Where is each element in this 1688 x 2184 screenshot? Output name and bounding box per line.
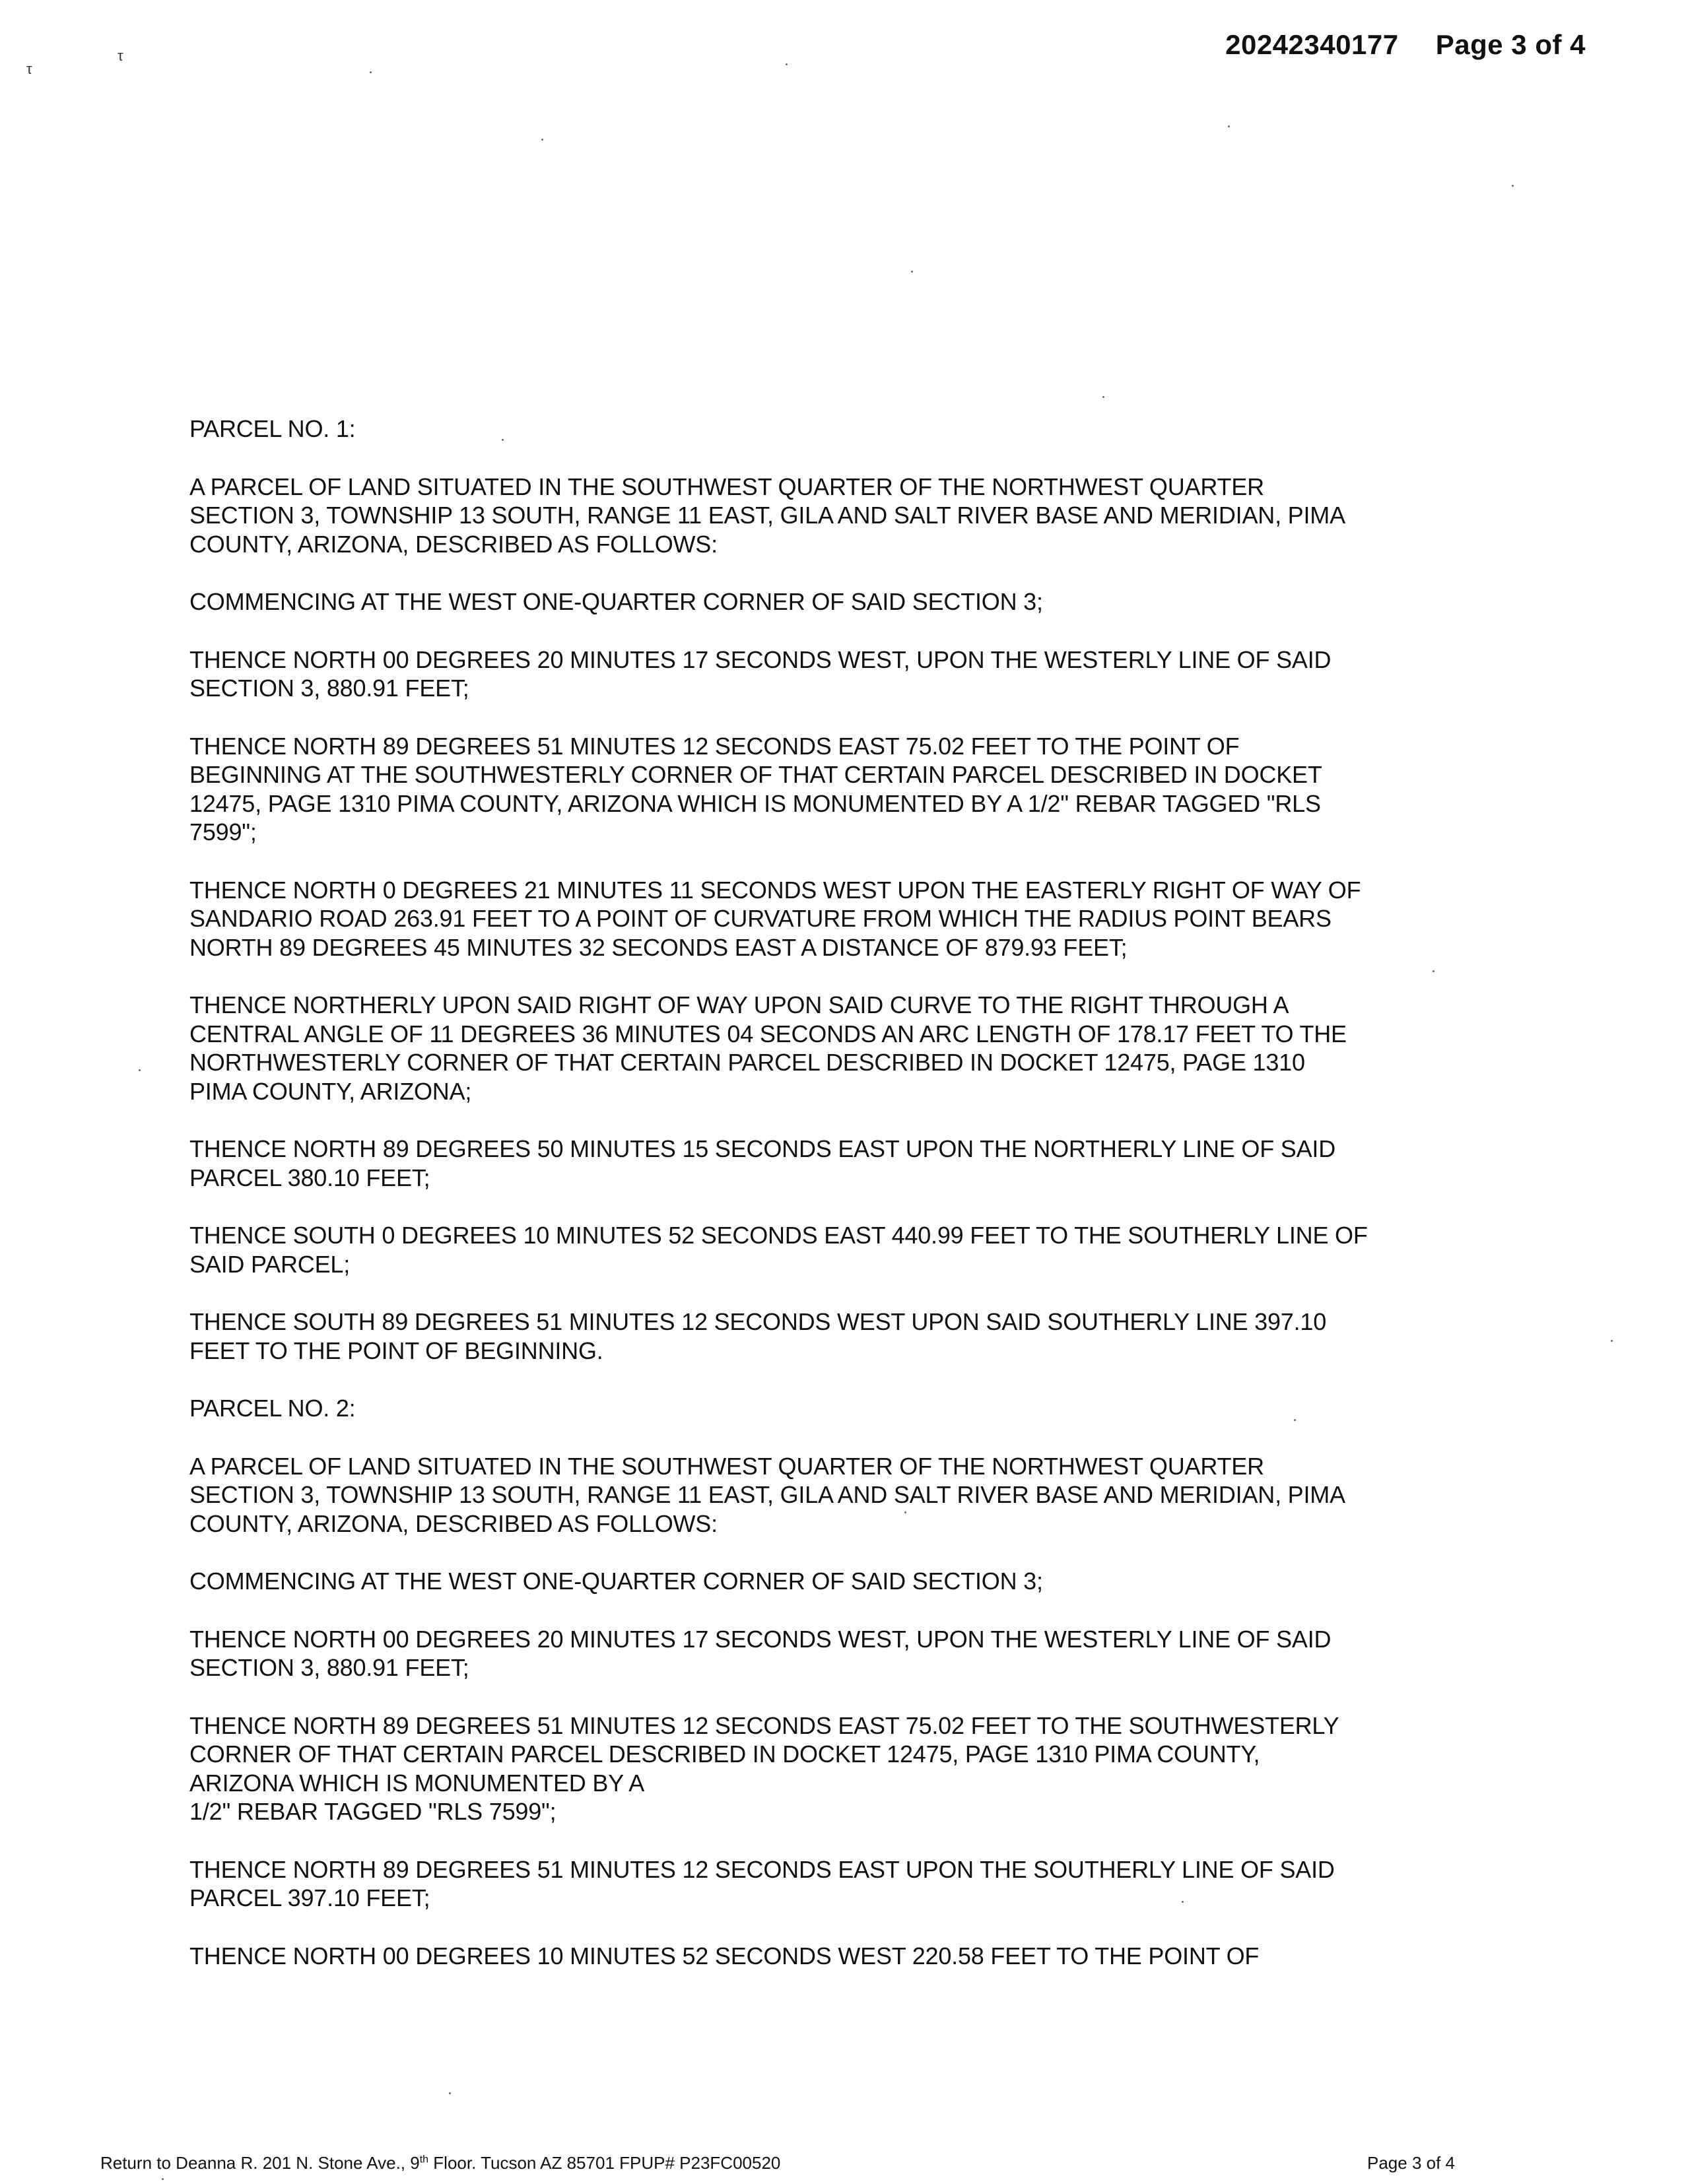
header-page-label: Page 3 of 4 <box>1435 29 1586 60</box>
legal-paragraph: COMMENCING AT THE WEST ONE-QUARTER CORNER OF SAID SECTION 3; <box>189 588 1043 615</box>
scan-speck <box>370 71 372 73</box>
legal-paragraph: THENCE NORTH 00 DEGREES 20 MINUTES 17 SECONDS WEST, UPON THE WESTERLY LINE OF SAID SECTION 3, 880.91 FEET; <box>189 1625 1332 1681</box>
legal-paragraph: THENCE NORTH 89 DEGREES 51 MINUTES 12 SECONDS EAST 75.02 FEET TO THE POINT OF BEGINNING AT THE SOUTHWESTERLY CORNER OF THAT CERTAIN PARCEL DESCRIBED IN DOCKET 12475, PAGE 1310 PIMA COUNTY, ARIZONA WHICH IS MONUMENTED BY A 1/2" REBAR TAGGED "RLS 7599"; <box>189 732 1322 845</box>
legal-paragraph: THENCE NORTH 0 DEGREES 21 MINUTES 11 SECONDS WEST UPON THE EASTERLY RIGHT OF WAY OF SANDARIO ROAD 263.91 FEET TO A POINT OF CURVATURE FROM WHICH THE RADIUS POINT BEARS NORTH 89 DEGREES 45 MINUTES 32 SECONDS EAST A DISTANCE OF 879.93 FEET; <box>189 876 1361 961</box>
scan-speck <box>1102 396 1104 398</box>
scan-speck <box>1512 185 1514 187</box>
scan-mark: τ <box>118 48 123 64</box>
legal-paragraph: THENCE NORTH 89 DEGREES 51 MINUTES 12 SECONDS EAST UPON THE SOUTHERLY LINE OF SAID PARCEL 397.10 FEET; <box>189 1855 1335 1911</box>
legal-paragraph: THENCE SOUTH 0 DEGREES 10 MINUTES 52 SECONDS EAST 440.99 FEET TO THE SOUTHERLY LINE OF SAID PARCEL; <box>189 1222 1368 1278</box>
scan-speck <box>139 1069 141 1071</box>
scan-speck <box>1611 1340 1613 1342</box>
scan-speck <box>904 1511 906 1513</box>
legal-paragraph: PARCEL NO. 1: <box>189 415 356 442</box>
scan-speck <box>1294 1419 1296 1421</box>
legal-paragraph: THENCE NORTH 00 DEGREES 20 MINUTES 17 SECONDS WEST, UPON THE WESTERLY LINE OF SAID SECTION 3, 880.91 FEET; <box>189 645 1332 702</box>
scan-speck <box>911 271 913 273</box>
scan-mark: τ <box>26 61 32 77</box>
page-header <box>1225 29 1586 61</box>
document-number: 20242340177 <box>1225 29 1399 60</box>
footer-return-text: Return to Deanna R. 201 N. Stone Ave., 9 <box>100 2153 420 2173</box>
legal-paragraph: THENCE NORTH 89 DEGREES 50 MINUTES 15 SECONDS EAST UPON THE NORTHERLY LINE OF SAID PARCEL 380.10 FEET; <box>189 1135 1336 1191</box>
scan-speck <box>541 139 543 141</box>
scan-speck <box>502 439 504 441</box>
legal-paragraph: THENCE SOUTH 89 DEGREES 51 MINUTES 12 SECONDS WEST UPON SAID SOUTHERLY LINE 397.10 FEET TO THE POINT OF BEGINNING. <box>189 1308 1327 1364</box>
legal-paragraph: A PARCEL OF LAND SITUATED IN THE SOUTHWEST QUARTER OF THE NORTHWEST QUARTER SECTION 3, TOWNSHIP 13 SOUTH, RANGE 11 EAST, GILA AND SALT RIVER BASE AND MERIDIAN, PIMA COUNTY, ARIZONA, DESCRIBED AS FOLLOWS: <box>189 1452 1345 1537</box>
legal-paragraph: COMMENCING AT THE WEST ONE-QUARTER CORNER OF SAID SECTION 3; <box>189 1568 1043 1595</box>
legal-description <box>189 414 1477 1999</box>
legal-paragraph: A PARCEL OF LAND SITUATED IN THE SOUTHWEST QUARTER OF THE NORTHWEST QUARTER SECTION 3, TOWNSHIP 13 SOUTH, RANGE 11 EAST, GILA AND SALT RIVER BASE AND MERIDIAN, PIMA COUNTY, ARIZONA, DESCRIBED AS FOLLOWS: <box>189 473 1345 558</box>
legal-paragraph: THENCE NORTH 00 DEGREES 10 MINUTES 52 SECONDS WEST 220.58 FEET TO THE POINT OF <box>189 1942 1260 1969</box>
footer-return-address <box>100 2153 780 2173</box>
scan-speck <box>786 63 788 65</box>
legal-paragraph: THENCE NORTHERLY UPON SAID RIGHT OF WAY UPON SAID CURVE TO THE RIGHT THROUGH A CENTRAL ANGLE OF 11 DEGREES 36 MINUTES 04 SECONDS AN ARC LENGTH OF 178.17 FEET TO THE NORTHWESTERLY CORNER OF THAT CERTAIN PARCEL DESCRIBED IN DOCKET 12475, PAGE 1310 PIMA COUNTY, ARIZONA; <box>189 991 1347 1105</box>
footer-ordinal-suffix: th <box>419 2154 429 2166</box>
scan-speck <box>449 2092 451 2094</box>
scan-speck <box>1182 1901 1184 1903</box>
scan-speck <box>1433 970 1435 972</box>
scan-speck <box>162 2178 164 2180</box>
footer-page-label: Page 3 of 4 <box>1367 2153 1455 2173</box>
footer-return-text-cont: Floor. Tucson AZ 85701 FPUP# P23FC00520 <box>428 2153 781 2173</box>
legal-paragraph: THENCE NORTH 89 DEGREES 51 MINUTES 12 SECONDS EAST 75.02 FEET TO THE SOUTHWESTERLY CORNER OF THAT CERTAIN PARCEL DESCRIBED IN DOCKET 12475, PAGE 1310 PIMA COUNTY, ARIZONA WHICH IS MONUMENTED BY A 1/2" REBAR TAGGED "RLS 7599"; <box>189 1711 1339 1825</box>
legal-paragraph: PARCEL NO. 2: <box>189 1395 356 1422</box>
scan-speck <box>1228 125 1230 127</box>
